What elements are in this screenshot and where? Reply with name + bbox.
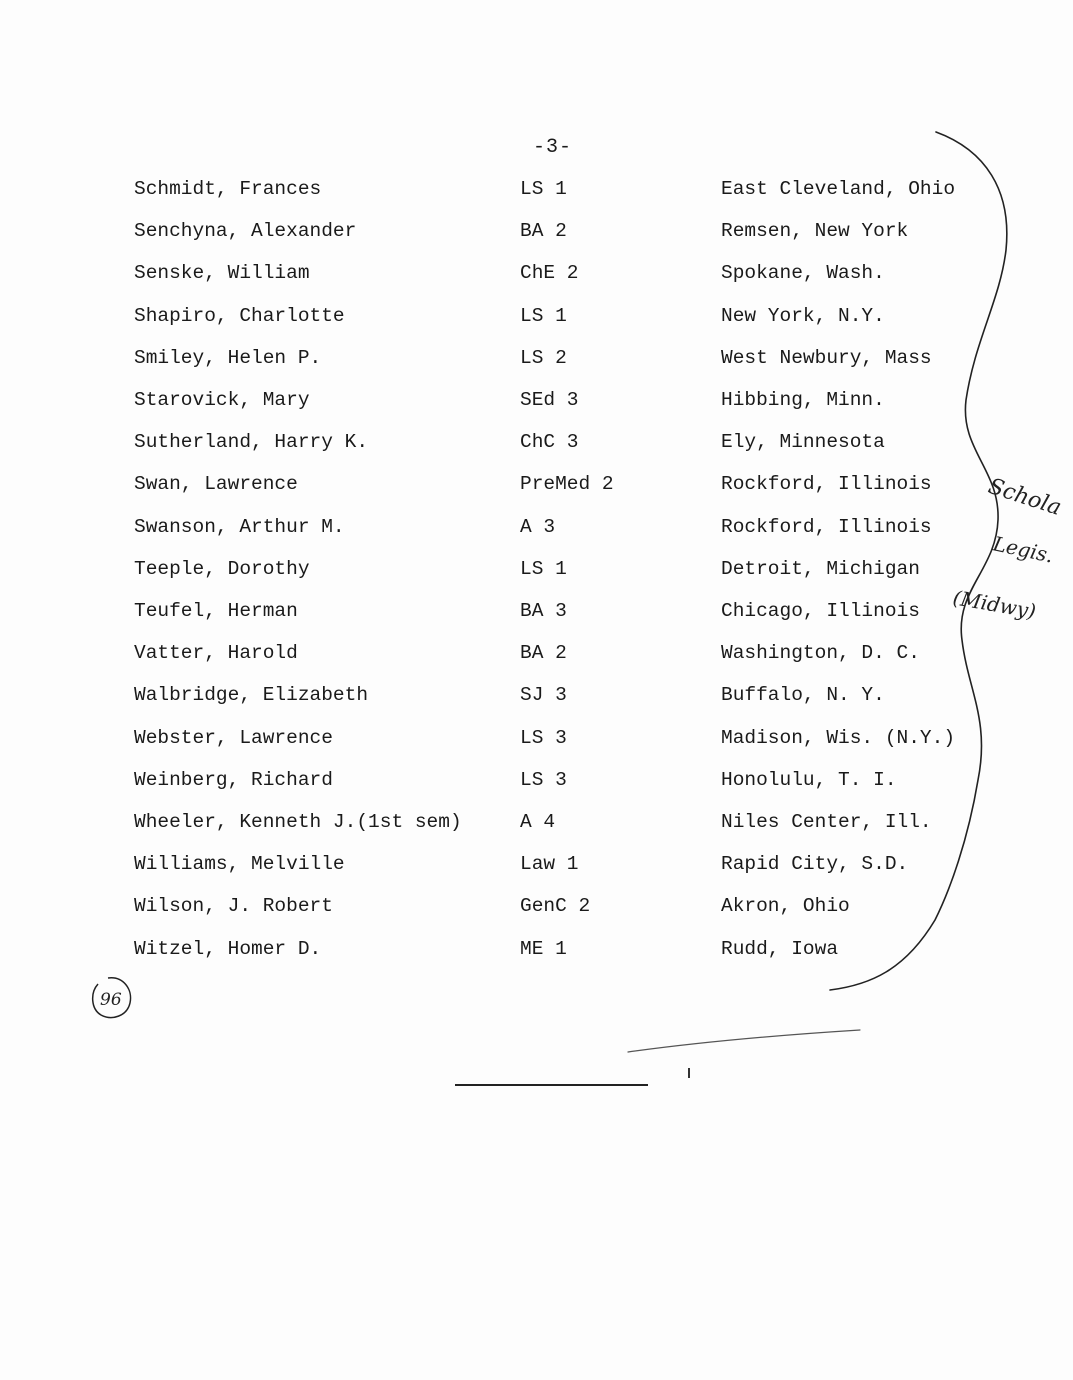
roster-row (0, 554, 1073, 584)
student-hometown: Rockford, Illinois (721, 515, 932, 538)
student-name: Teeple, Dorothy (134, 557, 310, 580)
student-course: LS 2 (520, 346, 567, 369)
student-name: Williams, Melville (134, 853, 345, 876)
student-course: ChC 3 (520, 431, 579, 454)
student-hometown: Buffalo, N. Y. (721, 684, 885, 707)
stray-mark (688, 1068, 690, 1078)
student-course: ME 1 (520, 937, 567, 960)
student-hometown: Honolulu, T. I. (721, 768, 897, 791)
student-hometown: Remsen, New York (721, 220, 909, 243)
student-name: Senchyna, Alexander (134, 220, 357, 243)
circled-count-text: 96 (100, 990, 122, 1010)
roster-row (0, 343, 1073, 373)
roster-row (0, 849, 1073, 879)
student-name: Witzel, Homer D. (134, 937, 322, 960)
roster-row (0, 596, 1073, 626)
student-course: LS 1 (520, 178, 567, 200)
bottom-rule (455, 1084, 648, 1086)
roster-row (0, 301, 1073, 331)
student-course: BA 2 (520, 642, 567, 665)
student-course: SEd 3 (520, 389, 579, 411)
student-name: Swan, Lawrence (134, 473, 298, 496)
student-hometown: Hibbing, Minn. (721, 389, 885, 411)
roster-row (0, 807, 1073, 837)
roster-row (0, 891, 1073, 921)
student-hometown: Chicago, Illinois (721, 600, 920, 622)
student-course: PreMed 2 (520, 473, 614, 496)
student-course: LS 1 (520, 304, 567, 327)
student-hometown: Niles Center, Ill. (721, 811, 932, 833)
student-name: Walbridge, Elizabeth (134, 684, 369, 707)
student-name: Schmidt, Frances (134, 178, 322, 200)
circled-page-count (88, 975, 134, 1021)
student-hometown: West Newbury, Mass (721, 346, 932, 369)
student-hometown: Ely, Minnesota (721, 431, 885, 454)
student-hometown: East Cleveland, Ohio (721, 178, 956, 200)
student-course: A 3 (520, 515, 556, 538)
student-hometown: Rockford, Illinois (721, 473, 932, 496)
student-hometown: Spokane, Wash. (721, 262, 885, 285)
student-course: BA 3 (520, 600, 567, 622)
student-name: Shapiro, Charlotte (134, 304, 345, 327)
roster-row (0, 385, 1073, 415)
roster-row (0, 934, 1073, 964)
student-name: Senske, William (134, 262, 310, 285)
margin-note-line3: (Midwy) (951, 585, 1038, 624)
student-course: LS 3 (520, 768, 567, 791)
student-hometown: Washington, D. C. (721, 642, 920, 665)
student-name: Webster, Lawrence (134, 726, 333, 749)
student-course: Law 1 (520, 853, 579, 876)
student-course: BA 2 (520, 220, 567, 243)
roster-row (0, 174, 1073, 204)
student-name: Weinberg, Richard (134, 768, 333, 791)
student-course: GenC 2 (520, 895, 591, 918)
student-hometown: Rudd, Iowa (721, 937, 839, 960)
roster-row (0, 680, 1073, 710)
roster-row (0, 723, 1073, 753)
student-name: Smiley, Helen P. (134, 346, 322, 369)
student-name: Sutherland, Harry K. (134, 431, 369, 454)
student-course: SJ 3 (520, 684, 567, 707)
roster-row (0, 216, 1073, 246)
roster-row (0, 765, 1073, 795)
student-hometown: Detroit, Michigan (721, 557, 920, 580)
roster-row (0, 427, 1073, 457)
margin-note-line2: Legis. (990, 531, 1056, 568)
roster-row (0, 469, 1073, 499)
student-name: Vatter, Harold (134, 642, 298, 665)
roster-row (0, 258, 1073, 288)
student-hometown: Akron, Ohio (721, 895, 850, 918)
margin-note-line1: Schola (985, 473, 1065, 521)
student-name: Starovick, Mary (134, 389, 310, 411)
student-hometown: New York, N.Y. (721, 304, 885, 327)
page-number: -3- (533, 136, 573, 159)
student-name: Swanson, Arthur M. (134, 515, 345, 538)
student-name: Wheeler, Kenneth J.(1st sem) (134, 811, 462, 833)
roster-row (0, 638, 1073, 668)
student-hometown: Madison, Wis. (N.Y.) (721, 726, 956, 749)
student-course: LS 1 (520, 557, 567, 580)
student-hometown: Rapid City, S.D. (721, 853, 909, 876)
student-course: ChE 2 (520, 262, 579, 285)
student-name: Wilson, J. Robert (134, 895, 333, 918)
student-course: LS 3 (520, 726, 567, 749)
student-name: Teufel, Herman (134, 600, 298, 622)
student-course: A 4 (520, 811, 556, 833)
roster-row (0, 512, 1073, 542)
